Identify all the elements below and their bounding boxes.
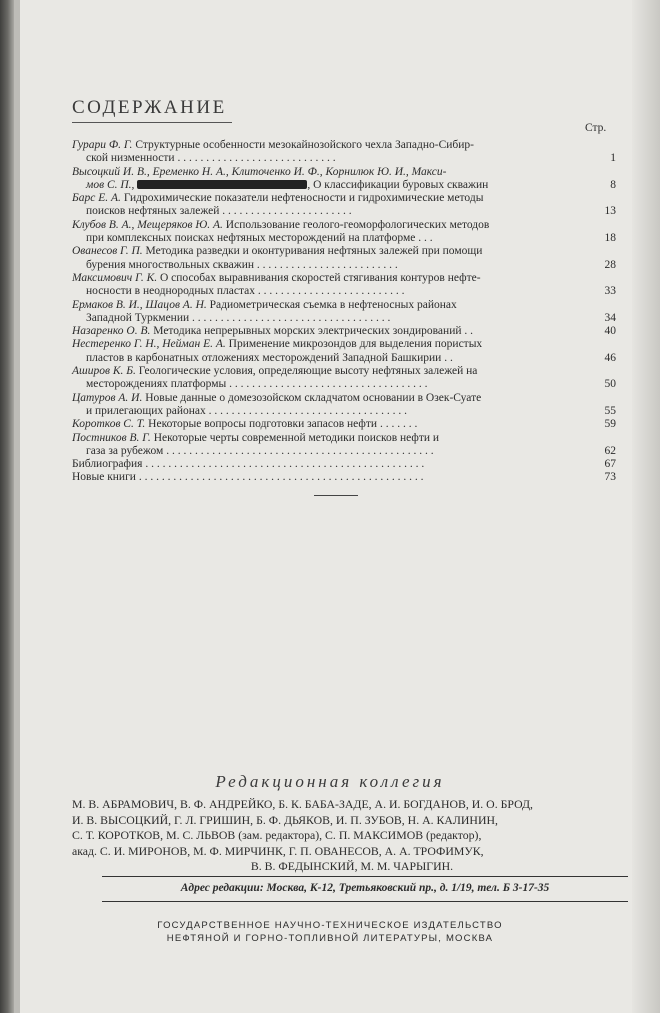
- toc-entry-title-cont: поисков нефтяных залежей: [86, 205, 220, 218]
- toc-entry-title: Применение микрозондов для выделения пористых: [225, 338, 483, 351]
- toc-title-rule: [72, 122, 232, 123]
- address-rule-bottom: [102, 901, 628, 902]
- toc-author: Гурари Ф. Г.: [72, 139, 133, 151]
- toc-page-number: 34: [604, 311, 616, 324]
- toc-entry: Новые книги . . . . . . . . . . . . . . . . . . . . . . . . . . . . . . . . . . . . . . . . . . . . . . . . . . 73: [72, 471, 616, 484]
- editorial-board-title: Редакционная коллегия: [215, 772, 445, 791]
- toc-page-number: 55: [604, 404, 616, 417]
- toc-author: Нестеренко Г. Н., Нейман Е. А.: [72, 338, 226, 351]
- toc-entry-title-cont: месторождениях платформы: [86, 378, 227, 391]
- editorial-board-members: [72, 797, 632, 875]
- toc-entry: Коротков С. Т. Некоторые вопросы подготовки запасов нефти . . . . . . . 59: [72, 418, 616, 431]
- toc-page-number: 62: [604, 444, 616, 457]
- toc-page-number: 28: [604, 258, 616, 271]
- toc-entry-title: Некоторые черты современной методики поисков нефти и: [150, 431, 440, 444]
- table-of-contents: [72, 139, 616, 485]
- toc-entry-title: Радиометрическая съемка в нефтеносных районах: [206, 298, 457, 311]
- toc-entry-title: Методика непрерывных морских электрических зондирований: [150, 325, 462, 338]
- toc-author: Барс Е. А.: [72, 192, 121, 205]
- toc-page-number: 1: [610, 152, 616, 165]
- toc-page-number: 73: [604, 471, 616, 484]
- publisher-line: ГОСУДАРСТВЕННОЕ НАУЧНО-ТЕХНИЧЕСКОЕ ИЗДАТЕЛЬСТВО: [157, 920, 503, 931]
- toc-page-number: 46: [604, 351, 616, 364]
- toc-entry-title: О способах выравнивания скоростей стягивания контуров нефте-: [157, 271, 481, 284]
- toc-page-number: 33: [604, 285, 616, 298]
- publisher-imprint: [0, 919, 660, 945]
- section-divider: [314, 495, 358, 496]
- toc-entry-title: Методика разведки и оконтуривания нефтяных залежей при помощи: [142, 245, 483, 258]
- page-column-header: Стр.: [585, 122, 607, 134]
- address-label: Адрес редакции:: [180, 882, 264, 894]
- toc-entry-title-cont: пластов в карбонатных отложениях месторождений Западной Башкирии: [86, 351, 442, 364]
- toc-entry-title: Гидрохимические показатели нефтеносности и гидрохимические методы: [120, 192, 484, 205]
- toc-author: Максимович Г. К.: [72, 271, 158, 284]
- toc-entry-title: Новые книги: [72, 471, 136, 484]
- toc-entry: Назаренко О. В. Методика непрерывных морских электрических зондирований . . 40: [72, 325, 616, 338]
- toc-entry-title-cont: носности в неоднородных пластах: [86, 285, 256, 298]
- toc-entry-title: Новые данные о домезозойском складчатом основании в Озек-Суате: [142, 391, 482, 404]
- toc-entry-title: Геологические условия, определяющие высоту нефтяных залежей на: [135, 365, 478, 378]
- toc-entry: Гурари Ф. Г. Структурные особенности мезокайнозойского чехла Западно-Сибир- ской низменности . . . . . . . . . . . . . . . . . . . . . . . . . . . . 1: [72, 139, 616, 165]
- editorial-address: [102, 882, 628, 894]
- board-members-line: акад. С. И. МИРОНОВ, М. Ф. МИРЧИНК, Г. П. ОВАНЕСОВ, А. А. ТРОФИМУК,: [72, 843, 484, 858]
- toc-entry-title-cont: при комплексных поисках нефтяных месторождений на платформе: [86, 232, 416, 245]
- toc-author-cont: мов С. П.,: [86, 178, 135, 191]
- toc-entry: [72, 166, 616, 193]
- toc-entry: Нестеренко Г. Н., Нейман Е. А. Применение микрозондов для выделения пористых пластов в карбонатных отложениях месторождений Западной Башкирии . . 46: [72, 338, 616, 364]
- toc-entry-title: Использование геолого-геоморфологических методов: [222, 218, 490, 231]
- toc-author: Назаренко О. В.: [72, 325, 151, 338]
- scan-binding-edge: [0, 0, 14, 1013]
- toc-entry-title: , О классификации буровых скважин: [307, 178, 489, 191]
- toc-entry-title-cont: ской низменности: [86, 152, 175, 165]
- toc-author: Высоцкий И. В., Еременко Н. А., Клиточенко И. Ф., Корнилюк Ю. И., Макси-: [72, 165, 447, 178]
- toc-author: Постников В. Г.: [72, 431, 151, 444]
- toc-page-number: 13: [604, 205, 616, 218]
- toc-author: Ермаков В. И., Шацов А. Н.: [72, 298, 207, 311]
- toc-entry: Цатуров А. И. Новые данные о домезозойском складчатом основании в Озек-Суате и прилегающих районах . . . . . . . . . . . . . . . . . . . . . . . . . . . . . . . . . . . 55: [72, 391, 616, 417]
- board-members-line: М. В. АБРАМОВИЧ, В. Ф. АНДРЕЙКО, Б. К. БАБА-ЗАДЕ, А. И. БОГДАНОВ, И. О. БРОД,: [72, 797, 533, 811]
- board-members-line: В. В. ФЕДЫНСКИЙ, М. М. ЧАРЫГИН.: [250, 859, 454, 873]
- toc-entry-title: Библиография: [72, 458, 143, 471]
- toc-entry: Клубов В. А., Мещеряков Ю. А. Использование геолого-геоморфологических методов при комплексных поисках нефтяных месторождений на платформе . . . 18: [72, 218, 616, 245]
- toc-entry: Библиография . . . . . . . . . . . . . . . . . . . . . . . . . . . . . . . . . . . . . . . . . . . . . . . . . 67: [72, 458, 616, 471]
- board-members-line: И. В. ВЫСОЦКИЙ, Г. Л. ГРИШИН, Б. Ф. ДЬЯКОВ, И. П. ЗУБОВ, Н. А. КАЛИНИН,: [72, 812, 498, 827]
- redaction-mark: [137, 180, 307, 189]
- toc-entry-title: Некоторые вопросы подготовки запасов нефти: [145, 418, 378, 431]
- toc-page-number: 50: [604, 378, 616, 391]
- toc-page-number: 59: [604, 418, 616, 431]
- toc-title: СОДЕРЖАНИЕ: [72, 97, 227, 118]
- toc-author: Клубов В. А., Мещеряков Ю. А.: [72, 218, 223, 231]
- board-members-line: С. Т. КОРОТКОВ, М. С. ЛЬВОВ (зам. редактора), С. П. МАКСИМОВ (редактор),: [72, 828, 482, 842]
- toc-author: Цатуров А. И.: [72, 391, 143, 404]
- page-right-edge: [632, 0, 660, 1013]
- toc-page-number: 40: [604, 325, 616, 338]
- toc-entry: Барс Е. А. Гидрохимические показатели нефтеносности и гидрохимические методы поисков нефтяных залежей . . . . . . . . . . . . . . . . . . . . . . . 13: [72, 192, 616, 218]
- toc-entry-title-cont: и прилегающих районах: [86, 404, 206, 417]
- toc-entry: Аширов К. Б. Геологические условия, определяющие высоту нефтяных залежей на месторождениях платформы . . . . . . . . . . . . . . . . . . . . . . . . . . . . . . . . . . . 50: [72, 365, 616, 391]
- toc-entry: Максимович Г. К. О способах выравнивания скоростей стягивания контуров нефте- носности в неоднородных пластах . . . . . . . . . . . . . . . . . . . . . . . . . . 33: [72, 271, 616, 298]
- toc-entry-title-cont: бурения многоствольных скважин: [86, 258, 255, 271]
- address-rule-top: [102, 876, 628, 877]
- publisher-line: НЕФТЯНОЙ И ГОРНО-ТОПЛИВНОЙ ЛИТЕРАТУРЫ, МОСКВА: [166, 933, 494, 944]
- toc-author: Аширов К. Б.: [72, 365, 136, 378]
- toc-entry-title: Структурные особенности мезокайнозойского чехла Западно-Сибир-: [132, 139, 475, 151]
- toc-entry-title-cont: Западной Туркмении: [86, 311, 190, 324]
- address-text: Москва, К-12, Третьяковский пр., д. 1/19, тел. Б 3-17-35: [263, 882, 550, 894]
- toc-author: Коротков С. Т.: [72, 418, 146, 431]
- toc-page-number: 18: [604, 232, 616, 245]
- toc-entry: Постников В. Г. Некоторые черты современной методики поисков нефти и газа за рубежом . . . . . . . . . . . . . . . . . . . . . . . . . . . . . . . . . . . . . . . . . . . . . . . 62: [72, 431, 616, 457]
- toc-page-number: 8: [610, 178, 616, 191]
- toc-entry-title-cont: газа за рубежом: [86, 444, 164, 457]
- toc-entry: Ермаков В. И., Шацов А. Н. Радиометрическая съемка в нефтеносных районах Западной Туркмении . . . . . . . . . . . . . . . . . . . . . . . . . . . . . . . . . . . 34: [72, 298, 616, 324]
- toc-page-number: 67: [604, 458, 616, 471]
- toc-entry: Ованесов Г. П. Методика разведки и оконтуривания нефтяных залежей при помощи бурения многоствольных скважин . . . . . . . . . . . . . . . . . . . . . . . . . 28: [72, 245, 616, 271]
- toc-author: Ованесов Г. П.: [72, 245, 143, 258]
